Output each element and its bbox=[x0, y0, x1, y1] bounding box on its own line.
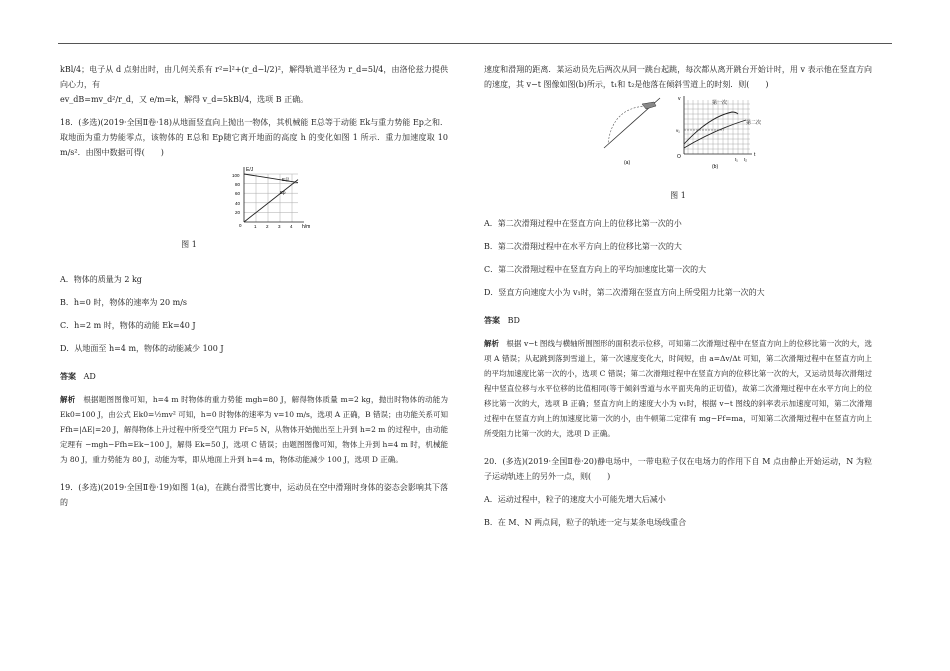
q18-answer-label: 答案 bbox=[60, 372, 76, 381]
left-column bbox=[60, 62, 448, 510]
graph18-ytick-20: 20 bbox=[235, 210, 241, 215]
question-20: 20．(多选)(2019·全国Ⅱ卷·20)静电场中，一带电粒子仅在电场力的作用下自 M 点由静止开始运动，N 为粒子运动轨迹上的另外一点，则( ) bbox=[484, 457, 872, 481]
graph18-ytick-40: 40 bbox=[235, 201, 241, 206]
graph18-xtick-2: 2 bbox=[266, 224, 269, 229]
graph18-label-p: Ep bbox=[280, 190, 286, 195]
graph18-label-total: E总 bbox=[282, 177, 290, 182]
q18-option-b: B．h=0 时，物体的速率为 20 m/s bbox=[60, 298, 188, 307]
q18-option-d: D．从地面至 h=4 m，物体的动能减少 100 J bbox=[60, 344, 224, 353]
line-potential-energy bbox=[244, 180, 298, 222]
vt-graph bbox=[674, 92, 769, 170]
right-column bbox=[484, 62, 872, 530]
vt-second-label: 第二次 bbox=[746, 120, 762, 126]
q18-explanation bbox=[60, 392, 448, 467]
figure-18 bbox=[232, 164, 448, 235]
fig-b-label: (b) bbox=[712, 164, 719, 170]
vt-origin-label: O bbox=[677, 154, 681, 160]
vt-grid bbox=[684, 100, 750, 154]
q19-option-b: B．第二次滑翔过程中在水平方向上的位移比第一次的大 bbox=[484, 242, 682, 251]
fig-a-label: (a) bbox=[624, 160, 631, 166]
energy-height-graph bbox=[232, 164, 314, 230]
graph18-xtick-3: 3 bbox=[278, 224, 281, 229]
line-total-energy bbox=[244, 174, 298, 183]
q19-exp-text: 根据 v−t 图线与横轴所围图形的面积表示位移，可知第二次滑翔过程中在竖直方向上的位移比第一次的大，选项 A 错误；从起跳到落到雪道上，第一次速度变化大，时间短，由 a=Δv/Δt 可知，第二次滑翔过程中在竖直方向上的平均加速度比第一次的小，选项 C 错误；第二次滑翔过程中在竖直方向的位移比第一次的大，又运动员每次滑翔过程中竖直位移与水平位移的比值相同(等于倾斜雪道与水平面夹角的正切值)，故第二次滑翔过程中在水平方向上的位移比第一次的大，选项 B 正确；竖直方向上的速度大小为 v₁时，根据 v−t 图线的斜率表示加速度可知，第二次滑翔过程中在竖直方向上的加速度比第一次的小，由牛顿第二定律有 mg−Ff=ma，可知第二次滑翔过程中在竖直方向上所受阻力比第一次的大，选项 D 正确。 bbox=[484, 339, 873, 438]
q20-option-b: B．在 M、N 两点间，粒子的轨迹一定与某条电场线重合 bbox=[484, 518, 687, 527]
graph18-ytick-80: 80 bbox=[235, 182, 241, 187]
vt-t-label: t bbox=[754, 152, 756, 158]
q19-explanation bbox=[484, 336, 872, 441]
q19-option-a: A．第二次滑翔过程中在竖直方向上的位移比第一次的小 bbox=[484, 219, 682, 228]
figure-18-caption: 图 1 bbox=[181, 240, 197, 249]
graph18-ytick-60: 60 bbox=[235, 191, 241, 196]
question-19-cont: 速度和滑翔的距离．某运动员先后两次从同一跳台起跳，每次都从离开跳台开始计时，用 v 表示他在竖直方向的速度，其 v−t 图像如图(b)所示，t₁和 t₂是他落在倾斜雪道上的时刻．则( ) bbox=[484, 65, 872, 89]
q18-exp-text: 根据题图图像可知，h=4 m 时物体的重力势能 mgh=80 J，解得物体质量 m=2 kg，抛出时物体的动能为 Ek0=100 J，由公式 Ek0=½mv² 可知，h=0 时物体的速率为 v=10 m/s，选项 A 正确，B 错误；由功能关系可知 Ffh=|ΔE|=20 J，解得物体上升过程中所受空气阻力 Ff=5 N，从物体开始抛出至上升到 h=2 m 的过程中，由动能定理有 −mgh−Ffh=Ek−100 J，解得 Ek=50 J，选项 C 错误；由题图图像可知，物体上升到 h=4 m 时，机械能为 80 J，重力势能为 80 J，动能为零，即从地面上升到 h=4 m，物体动能减少 100 J，选项 D 正确。 bbox=[60, 395, 449, 464]
graph18-ytick-100: 100 bbox=[232, 173, 240, 178]
q19-answer-value: BD bbox=[507, 316, 520, 325]
graph18-xtick-4: 4 bbox=[290, 224, 293, 229]
q19-answer-label: 答案 bbox=[484, 316, 500, 325]
q18-answer-value: AD bbox=[83, 372, 96, 381]
prev-solution-line1: kBl/4；电子从 d 点射出时，由几何关系有 r²=l²+(r_d−l/2)²，解得轨道半径为 r_d=5l/4，由洛伦兹力提供向心力，有 bbox=[60, 65, 448, 89]
q19-option-c: C．第二次滑翔过程中在竖直方向上的平均加速度比第一次的大 bbox=[484, 265, 707, 274]
vt-first-label: 第一次 bbox=[712, 100, 728, 106]
question-18: 18．(多选)(2019·全国Ⅱ卷·18)从地面竖直向上抛出一物体，其机械能 E总等于动能 Ek与重力势能 Ep之和．取地面为重力势能零点，该物体的 E总和 Ep随它离开地面的高度 h 的变化如图 1 所示．重力加速度取 10 m/s²．由图中数据可得( ) bbox=[60, 118, 448, 157]
question-19-start: 19．(多选)(2019·全国Ⅱ卷·19)如图 1(a)，在跳台滑雪比赛中，运动员在空中滑翔时身体的姿态会影响其下落的 bbox=[60, 483, 448, 507]
graph18-origin: 0 bbox=[239, 223, 242, 228]
vt-t1-label: t₁ bbox=[735, 157, 738, 162]
q18-option-c: C．h=2 m 时，物体的动能 Ek=40 J bbox=[60, 321, 196, 330]
q20-option-a: A．运动过程中，粒子的速度大小可能先增大后减小 bbox=[484, 495, 666, 504]
q19-option-d: D．竖直方向速度大小为 v₁时，第二次滑翔在竖直方向上所受阻力比第一次的大 bbox=[484, 288, 765, 297]
vt-v-label: v bbox=[678, 96, 681, 102]
figure-19-caption: 图 1 bbox=[670, 191, 686, 200]
graph18-ylabel: E/J bbox=[246, 167, 254, 173]
q19-answer bbox=[484, 313, 872, 328]
graph18-xlabel: h/m bbox=[302, 224, 311, 230]
figure-19 bbox=[484, 96, 872, 184]
vt-t2-label: t₂ bbox=[744, 157, 747, 162]
ski-jump-figure bbox=[602, 96, 662, 166]
q18-answer bbox=[60, 369, 448, 384]
prev-solution-line2: ev_dB=mv_d²/r_d，又 e/m=k，解得 v_d=5kBl/4，选项 B 正确。 bbox=[60, 95, 309, 104]
header-rule bbox=[58, 43, 892, 44]
trajectory-dashed bbox=[608, 106, 646, 144]
vt-v1-label: v₁ bbox=[676, 128, 680, 133]
q18-option-a: A．物体的质量为 2 kg bbox=[60, 275, 142, 284]
q18-exp-label: 解析 bbox=[60, 395, 76, 404]
q19-exp-label: 解析 bbox=[484, 339, 500, 348]
jump-ramp bbox=[642, 102, 656, 109]
graph18-xtick-1: 1 bbox=[254, 224, 257, 229]
